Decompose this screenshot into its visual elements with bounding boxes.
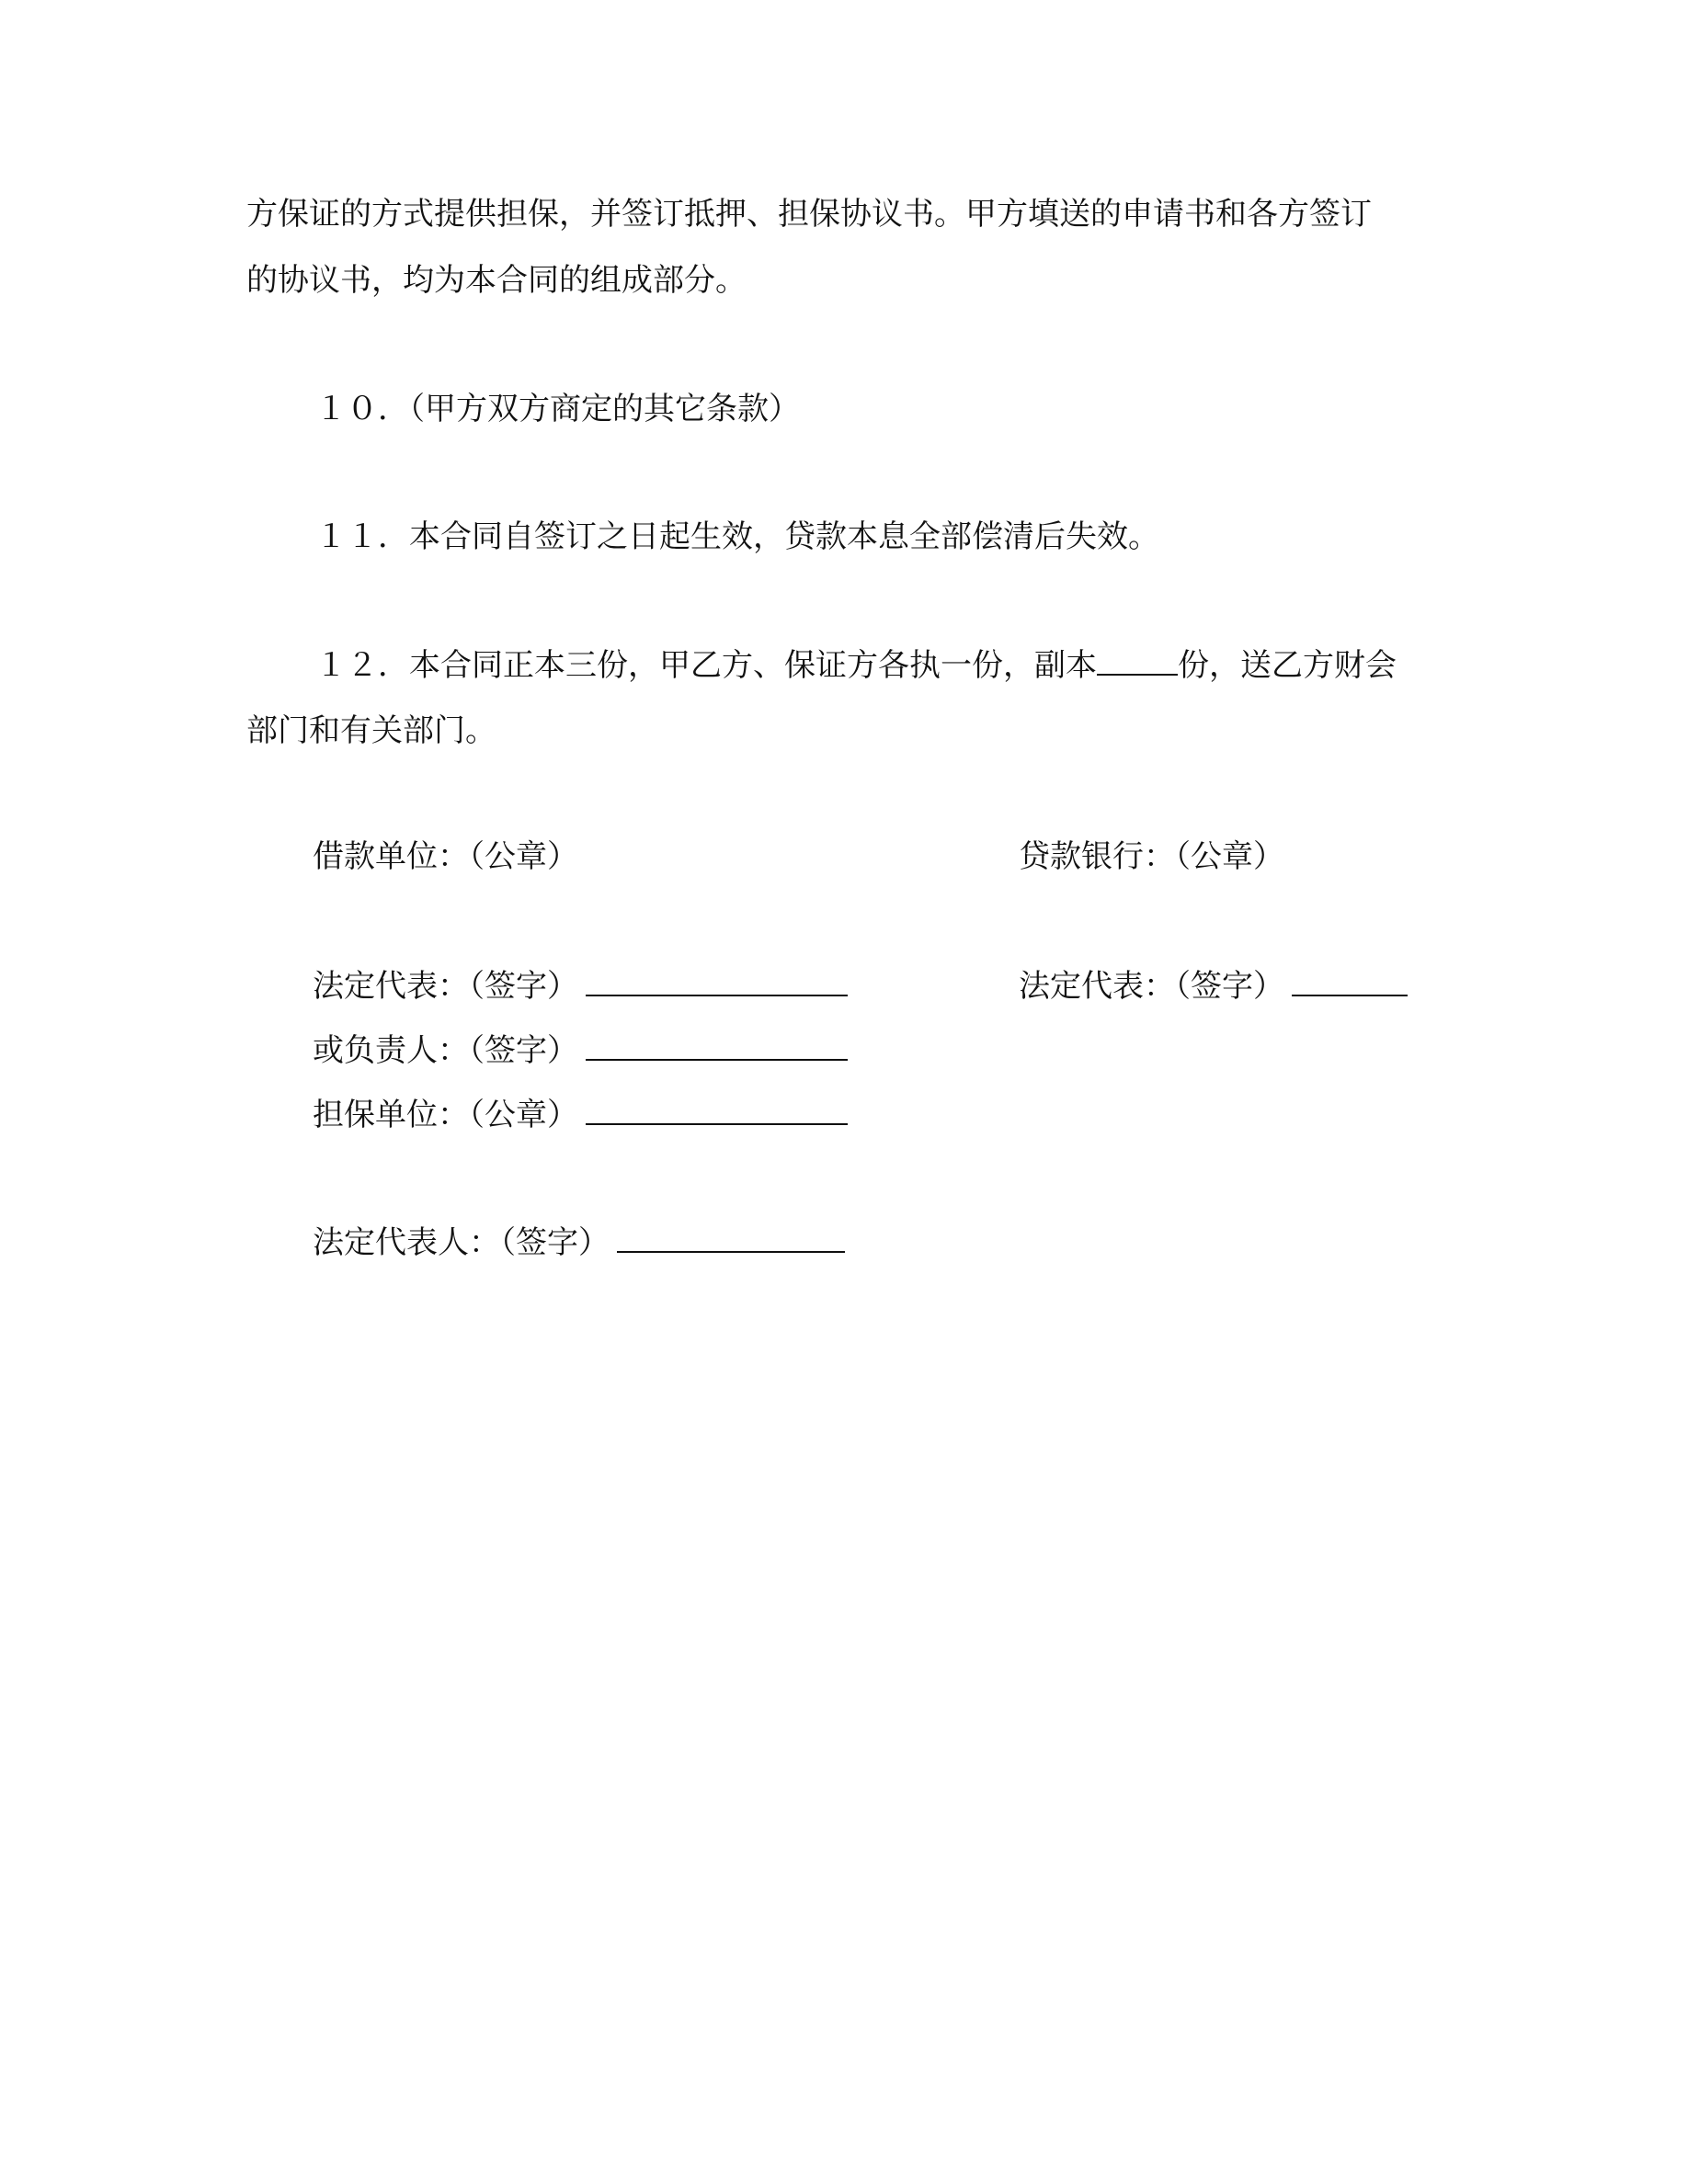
borrower-seal-label: 借款单位：（公章）	[313, 838, 578, 875]
legal-representative-label: 法定代表人：（签字）	[313, 1224, 610, 1261]
responsible-person-row	[313, 1031, 848, 1069]
legal-rep-left-row	[313, 967, 848, 1005]
legal-rep-right-label: 法定代表：（签字）	[1019, 968, 1284, 1005]
copies-blank	[1097, 646, 1178, 676]
legal-rep-left-label: 法定代表：（签字）	[313, 968, 578, 1005]
legal-rep-right-signature-line	[1292, 967, 1408, 996]
paragraph-9-line-2: 的协议书，均为本合同的组成部分。	[246, 262, 747, 299]
clause-12-line-2: 部门和有关部门。	[246, 712, 496, 749]
clause-11: １１．本合同自签订之日起生效，贷款本息全部偿清后失效。	[315, 518, 1159, 555]
bank-seal-label: 贷款银行：（公章）	[1019, 838, 1284, 875]
clause-10: １０．（甲方双方商定的其它条款）	[315, 391, 800, 427]
responsible-person-label: 或负责人：（签字）	[313, 1032, 578, 1069]
clause-12-line-1	[315, 646, 1397, 684]
clause-12-text-a: １２．本合同正本三份，甲乙方、保证方各执一份，副本	[315, 647, 1097, 684]
responsible-person-signature-line	[586, 1031, 848, 1061]
guarantor-seal-line	[586, 1096, 848, 1125]
guarantor-row	[313, 1096, 848, 1133]
legal-rep-right-row	[1019, 967, 1408, 1005]
clause-12-text-b: 份，送乙方财会	[1178, 647, 1397, 684]
legal-representative-row	[313, 1223, 845, 1261]
paragraph-9-line-1: 方保证的方式提供担保，并签订抵押、担保协议书。甲方填送的申请书和各方签订	[246, 196, 1372, 233]
legal-rep-left-signature-line	[586, 967, 848, 996]
guarantor-seal-label: 担保单位：（公章）	[313, 1097, 578, 1133]
legal-representative-signature-line	[617, 1223, 845, 1253]
